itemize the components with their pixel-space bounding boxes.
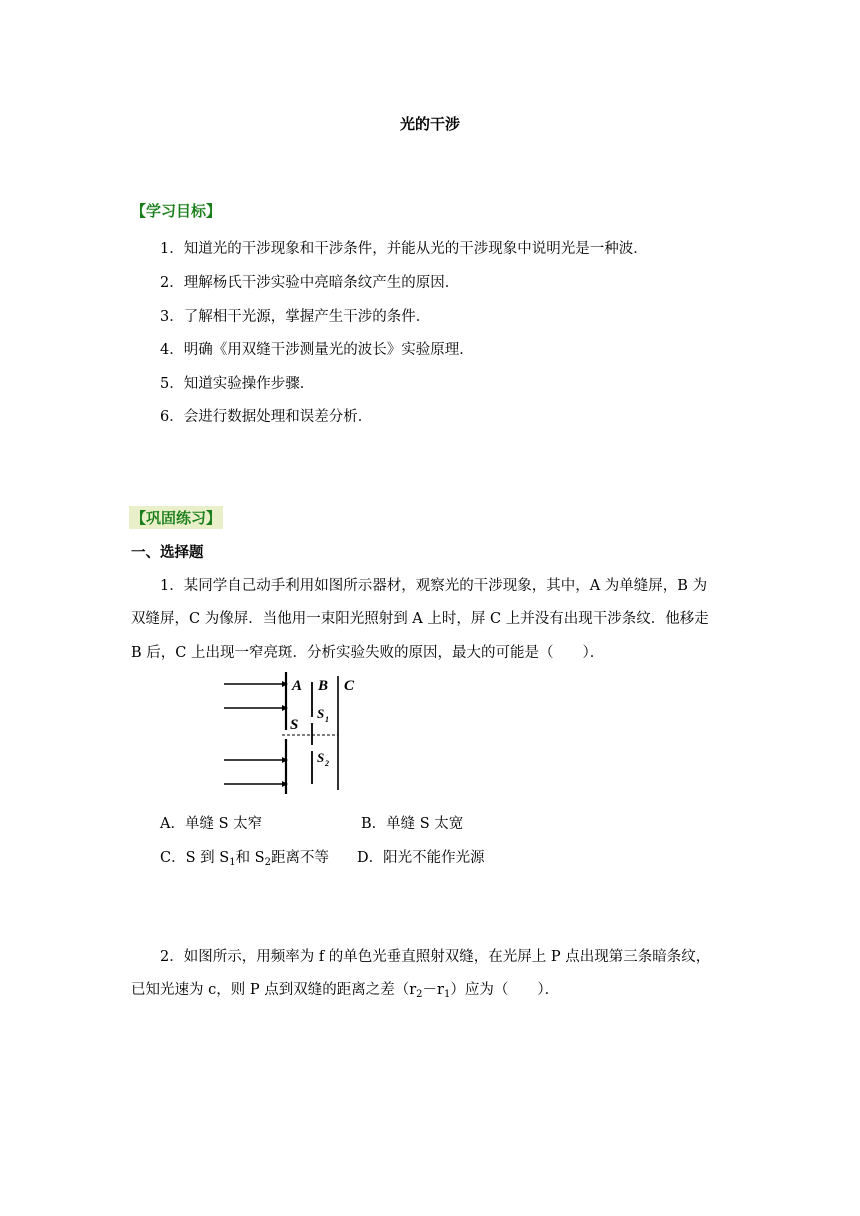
goal-item: 3．了解相干光源，掌握产生干涉的条件．: [160, 309, 431, 325]
label-s2: S: [317, 750, 325, 765]
label-a: A: [292, 678, 303, 694]
goal-item: 5．知道实验操作步骤．: [160, 376, 315, 392]
q1-option-a: A．单缝 S 太窄: [160, 816, 263, 832]
q1-option-b: B．单缝 S 太宽: [361, 816, 464, 832]
q1-option-d: D．阳光不能作光源: [357, 850, 485, 866]
q1-line: 1．某同学自己动手利用如图所示器材，观察光的干涉现象，其中，A 为单缝屏，B 为: [160, 578, 708, 594]
label-s2-sub: 2: [325, 759, 329, 768]
section-heading: 一、选择题: [131, 544, 204, 561]
q2-line: 2．如图所示，用频率为 f 的单色光垂直照射双缝，在光屏上 P 点出现第三条暗条纹，: [160, 949, 711, 965]
q2-line: 已知光速为 c，则 P 点到双缝的距离之差$(r_2-r_1)$应为（ ）．: [131, 982, 560, 1000]
label-s: S: [290, 717, 299, 733]
label-c: C: [344, 678, 355, 694]
label-s1: S: [317, 706, 325, 721]
slit-experiment-figure: [220, 672, 365, 794]
goal-item: 1．知道光的干涉现象和干涉条件，并能从光的干涉现象中说明光是一种波．: [160, 241, 648, 257]
label-s1-sub: 1: [325, 715, 329, 724]
practice-heading: 【巩固练习】: [129, 506, 223, 529]
page-title: 光的干涉: [399, 115, 460, 133]
label-b: B: [318, 678, 329, 694]
goal-item: 2．理解杨氏干涉实验中亮暗条纹产生的原因．: [160, 275, 460, 291]
q1-line: 双缝屏，C 为像屏．当他用一束阳光照射到 A 上时，屏 C 上并没有出现干涉条纹．他移走: [131, 611, 709, 627]
q1-option-c: C．S 到 $S_1$和 $S_2$距离不等: [160, 850, 329, 868]
goal-item: 6．会进行数据处理和误差分析．: [160, 409, 373, 425]
goal-item: 4．明确《用双缝干涉测量光的波长》实验原理．: [160, 342, 474, 358]
learning-goals-heading: 【学习目标】: [131, 202, 222, 220]
q1-line: B 后，C 上出现一窄亮斑．分析实验失败的原因，最大的可能是（ ）．: [131, 645, 605, 661]
